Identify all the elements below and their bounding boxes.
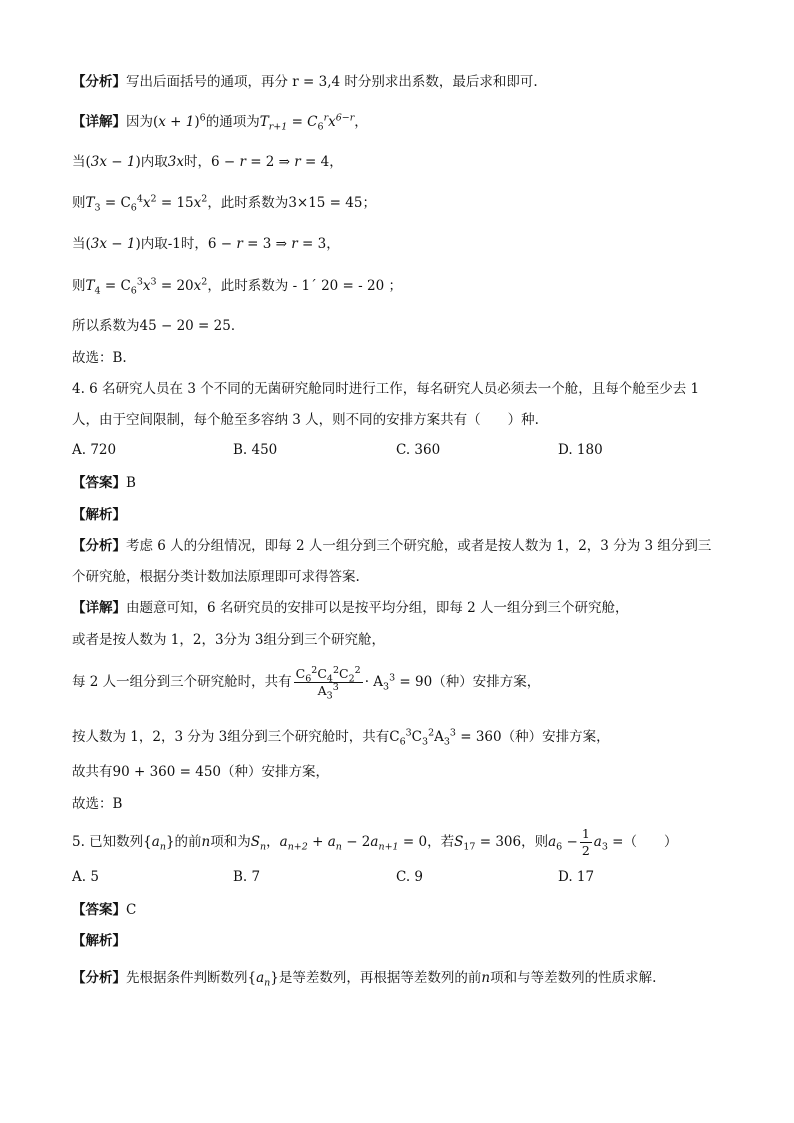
text: ，此时系数为 - 1´ 20 = - 20 ；: [207, 278, 402, 294]
q5-option-c: C. 9: [396, 869, 424, 885]
text: 故共有: [72, 764, 113, 780]
text: 按人数为 1，2，3 分为 3组分到三个研究舱时，共有: [72, 729, 390, 745]
formula: 3x: [167, 154, 184, 170]
text: （种）安排方案，: [501, 729, 610, 745]
text: ；: [362, 195, 376, 211]
q4-detail-line-4: [72, 727, 734, 747]
text: 当: [72, 236, 86, 252]
q4-stem-line-2: 人，由于空间限制，每个舱至多容纳 3 人，则不同的安排方案共有（ ）种.: [72, 412, 539, 428]
text: ，若: [427, 834, 455, 850]
q5-option-b: B. 7: [233, 869, 261, 885]
formula: n: [201, 834, 211, 850]
text: 当: [72, 154, 86, 170]
text: 项和为: [210, 834, 251, 850]
q4-answer-line: [72, 473, 734, 493]
formula: $a_{n+2} + a_n - 2a_{n+1} = 0$: [279, 834, 428, 853]
q3-case1-line: [72, 152, 734, 172]
q3-analysis-line: [72, 72, 734, 92]
text: ，此时系数为: [207, 195, 289, 211]
formula: 6 − r = 3 ⇒ r = 3: [207, 236, 327, 252]
text: 5. 已知数列: [72, 834, 144, 850]
q4-option-d: D. 180: [558, 442, 603, 458]
text: 内取-1时，: [140, 236, 208, 252]
q5-option-d: D. 17: [558, 869, 595, 885]
q5-option-a: A. 5: [72, 869, 99, 885]
text: ．: [230, 318, 245, 334]
answer-value: C: [126, 902, 137, 918]
q5-stem-line: 5. 已知数列$\{a_n\}$的前n项和为$S_n$，$a_{n+2} + a_n - 2a_{n+1} = 0$，若$S_{17} = 306$，则$a_6$ − $\frac{1}{2}$ $a_3$ =（ ）: [72, 826, 678, 858]
formula: 3×15 = 45: [288, 195, 363, 211]
text: 每 2 人一组分到三个研究舱时，共有: [72, 674, 292, 690]
q3-sum-line: [72, 316, 734, 336]
text: 先根据条件判断数列: [126, 970, 248, 986]
detail-tag: 【详解】: [72, 600, 126, 616]
text: 所以系数为: [72, 318, 140, 334]
text: 则: [72, 195, 86, 211]
formula: $T_4 = C_6^3x^3 = 20x^2$: [85, 276, 208, 297]
text: 则: [72, 278, 86, 294]
detail-tag: 【详解】: [72, 114, 126, 130]
formula: 90 + 360 = 450: [112, 764, 222, 780]
formula: n: [481, 970, 491, 986]
q4-option-a: A. 720: [72, 442, 117, 458]
formula: 45 − 20 = 25: [139, 318, 231, 334]
text: ，则: [521, 834, 549, 850]
fraction: $\frac{1}{2}$: [581, 826, 590, 858]
q4-analysis-line-2: 个研究舱，根据分类计数加法原理即可求得答案.: [72, 569, 360, 585]
formula: $(x + 1)^6$: [153, 112, 206, 130]
text: （种）安排方案，: [221, 764, 330, 780]
text: 的通项为: [205, 114, 260, 130]
formula: 6 − r = 2 ⇒ r = 4: [210, 154, 330, 170]
q4-final: 故选：B: [72, 796, 123, 812]
q5-jiexi-tag: 【解析】: [72, 933, 126, 949]
formula: $C_6^3C_3^2A_3^3 = 360$: [389, 727, 502, 748]
text: 是等差数列，再根据等差数列的前: [278, 970, 482, 986]
text: 因为: [126, 114, 153, 130]
formula: $S_n$: [250, 834, 267, 853]
q4-detail-line-3: [72, 664, 734, 700]
q3-detail-line: 【详解】因为$(x + 1)^6$的通项为$T_{r+1} = C_6^rx^{6-r}$，: [72, 112, 368, 133]
formula-general-term: $T_{r+1} = C_6^rx^{6-r}$: [259, 112, 355, 133]
formula: $S_{17} = 306$: [454, 834, 522, 853]
text: 由题意可知，6 名研究员的安排可以是按平均分组，即每 2 人一组分到三个研究舱，: [126, 600, 629, 616]
q4-detail-line-1: [72, 598, 734, 618]
text: （种）安排方案，: [432, 674, 541, 690]
q4-option-b: B. 450: [233, 442, 278, 458]
text: ，: [329, 154, 343, 170]
q4-stem-line-1: 4. 6 名研究人员在 3 个不同的无菌研究舱同时进行工作，每名研究人员必须去一个舱，且每个舱至少去 1: [72, 381, 700, 397]
formula: (3x − 1): [85, 154, 141, 170]
answer-tag: 【答案】: [72, 475, 126, 491]
q3-answer: 故选：B.: [72, 350, 127, 366]
analysis-text: 写出后面括号的通项，再分 r = 3,4 时分别求出系数，最后求和即可.: [126, 74, 538, 90]
analysis-tag: 【分析】: [72, 538, 126, 554]
text: 项和与等差数列的性质求解.: [490, 970, 657, 986]
formula: · $A_3^3 = 90$: [364, 672, 433, 693]
answer-value: B: [126, 475, 136, 491]
text: 内取: [140, 154, 168, 170]
formula: $a_3$ =: [593, 834, 624, 853]
q4-analysis-line-1: [72, 536, 734, 556]
q4-option-c: C. 360: [396, 442, 441, 458]
q3-then2-line: [72, 276, 734, 296]
formula: $a_6$ −: [548, 834, 578, 853]
formula: $\{a_n\}$: [143, 834, 175, 853]
q5-analysis-line: [72, 968, 734, 988]
text: 考虑 6 人的分组情况，即每 2 人一组分到三个研究舱，或者是按人数为 1，2，3 分为 3 组分到三: [126, 538, 712, 554]
q4-detail-line-2: 或者是按人数为 1，2，3分为 3组分到三个研究舱，: [72, 632, 385, 648]
text: 的前: [174, 834, 202, 850]
formula: $\{a_n\}$: [247, 970, 279, 989]
fraction: $\frac{C_6^2C_4^2C_2^2}{A_3^3}$: [295, 664, 361, 702]
answer-tag: 【答案】: [72, 902, 126, 918]
text: ，: [326, 236, 340, 252]
q3-then1-line: [72, 193, 734, 213]
analysis-tag: 【分析】: [72, 74, 126, 90]
formula: $T_3 = C_6^4x^2 = 15x^2$: [85, 193, 208, 214]
q3-case2-line: [72, 234, 734, 254]
text: （ ）: [623, 834, 678, 850]
q4-detail-line-5: [72, 762, 734, 782]
q5-answer-line: [72, 900, 734, 920]
analysis-tag: 【分析】: [72, 970, 126, 986]
text: 时，: [183, 154, 211, 170]
q4-jiexi-tag: 【解析】: [72, 507, 126, 523]
formula: (3x − 1): [85, 236, 141, 252]
